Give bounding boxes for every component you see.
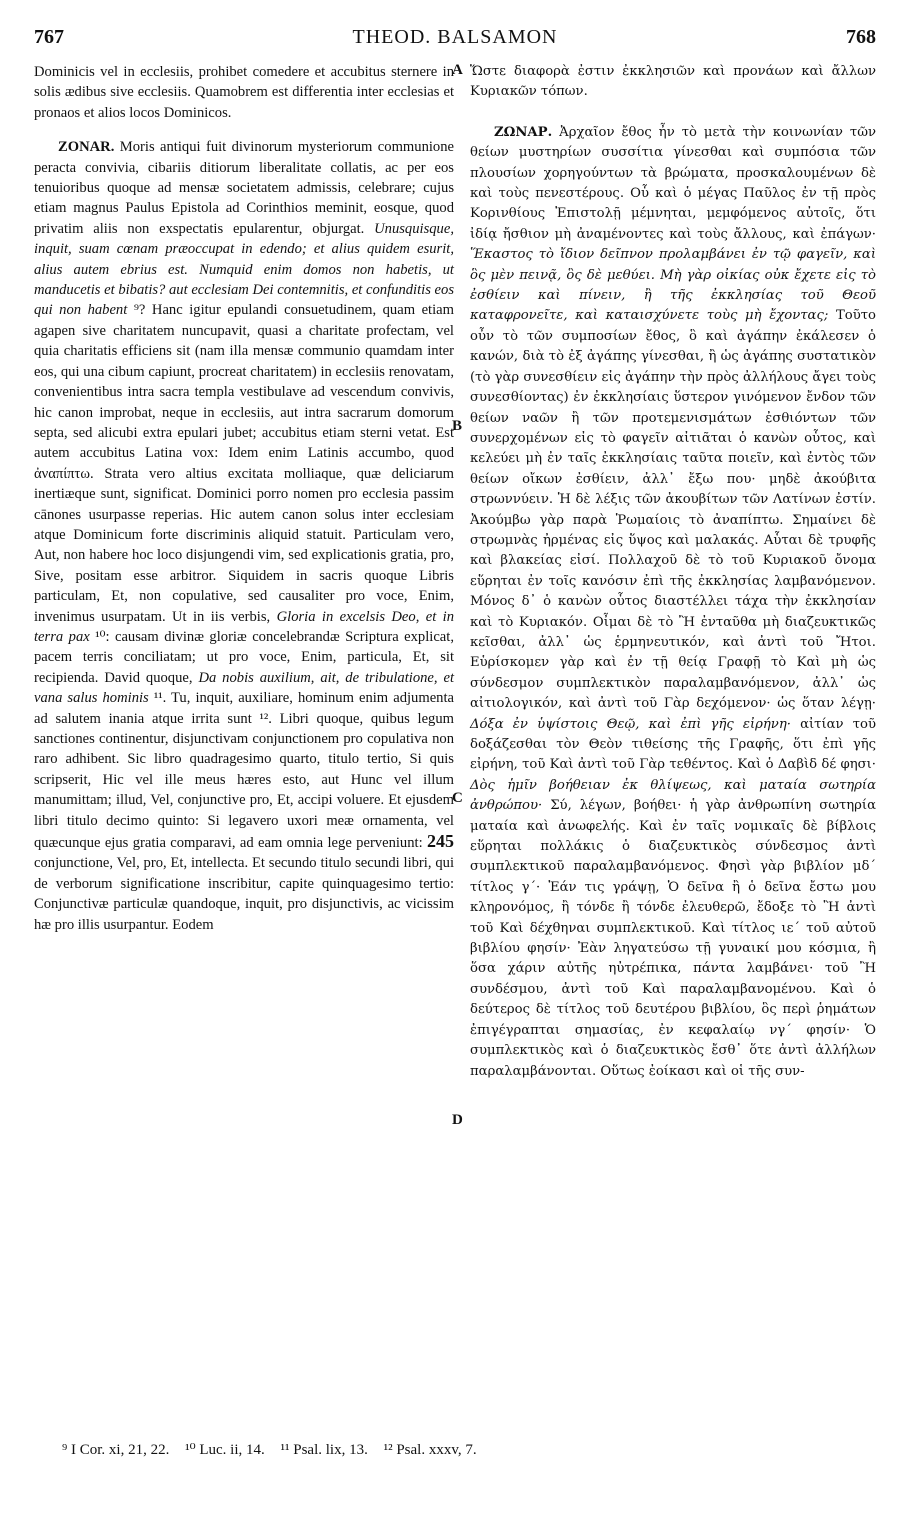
greek-zonaras-commentary <box>470 123 876 1082</box>
footnote-9: ⁹ I Cor. xi, 21, 22. <box>62 1442 170 1458</box>
greek-intro: Ὥστε διαφορὰ ἐστιν ἐκκλησιῶν καὶ προνάων καὶ ἄλλων Κυριακῶν τόπων. <box>470 64 876 100</box>
greek-column <box>470 62 876 1082</box>
page-number-right: 768 <box>846 26 876 48</box>
latin-intro: Dominicis vel in ecclesiis, prohibet comedere et accubitus sternere in solis ædibus sive ecclesiis. Quamobrem est differentia inter ecclesias et pronaos et alios locos Dominicos. <box>34 64 454 121</box>
greek-quote-luke: Δόξα ἐν ὑψίστοις Θεῷ, καὶ ἐπὶ γῆς εἰρήνη· <box>470 716 791 732</box>
running-title: THEOD. BALSAMON <box>352 26 558 48</box>
latin-text-5: . Libri quoque, quibus legum sanctiones continentur, disjunctivam conjunctionem pro copulativa non raro adhibent. Sic libro quadragesimo quarto, titulo tertio, Si quis scripserit, Hic vel ille meus hæres esto, aut Hunc vel illum manumittam; illud, Vel, conjunctive pro, Et, accipi voluere. Et ejusdem libri titulo decimo quinto: Si legavero uxori meæ ornamenta, vel quæcunque ejus gratia comparavi, ad eam omnia lege perveniunt: <box>34 710 454 852</box>
section-marker-c: C <box>452 790 463 806</box>
latin-text-4: . Tu, inquit, auxiliare, hominum enim adjumenta ad salutem inania atque irrita sunt <box>34 690 455 727</box>
latin-quote-psalm: Da nobis auxilium, ait, de tribulatione, et vana salus hominis <box>34 669 454 707</box>
page-number-left: 767 <box>34 26 64 48</box>
greek-text-2: Τοῦτο οὖν τὸ τῶν συμποσίων ἔθος, ὃ καὶ ἀγάπην ἐκάλεσεν ὁ κανών, διὰ τὸ ἐξ ἀγάπης γίνεσθαι, ἢ ὡς ἀγάπης συστατικὸν (τὸ γὰρ συνεσθίειν εἰς ἀγάπην τὴν πρὸς ἀλλήλους ἄγει τοὺς συνεσθίοντας) ἐν ἐκκλησίαις ὕστερον γινόμενον ἔνδον τῶν θείων ναῶν ἢ τῶν προτεμενισμάτων ἐσθιόντων τῶν συνερχομένων εἰς τὸ φαγεῖν αἰτιᾶται ὁ κανὼν οὗτος, καὶ κελεύει μὴ ἐν ταῖς ἐκκλησίαις ταῦτα ποιεῖν, καὶ ἐντὸς τῶν θείων οἴκων ἐσθίειν, ἀλλ᾽ ἔξω που· μηδὲ ἀκούβιτα στρωννύειν. Ἡ δὲ λέξις τῶν ἀκουβίτων τῶν Λατίνων ἐστίν. Ἀκούμβω γὰρ παρὰ Ῥωμαίοις τὸ ἀναπίπτω. Σημαίνει δὲ στρωμνὰς ἠρμένας εἰς ὕψος καὶ μαλακάς. Αὗται δὲ τρυφῆς καὶ βλακείας εἰσί. Πολλαχοῦ δὲ τὸ τοῦ Κυριακοῦ ὄνομα εὕρηται ἐν τοῖς κανόσιν ἐπὶ τῆς ἐκκλησίας λαμβανόμενον. Μόνος δ᾽ ὁ κανὼν οὗτος διαστέλλει τάχα τὴν ἐκκλησίαν καὶ τὸ Κυριακόν. Οἶμαι δὲ τὸ Ἢ ἐνταῦθα μὴ διαζευκτικῶς κεῖσθαι, ἀλλ᾽ ὡς ἑρμηνευτικόν, καὶ ἀντὶ τοῦ Ἤτοι. Εὑρίσκομεν γὰρ καὶ ἐν τῇ θείᾳ Γραφῇ τὸ Καὶ μὴ ὡς σύνδεσμον συμπλεκτικὸν παραλαμβανόμενον, ἀλλ᾽ ὡς αἰτιολογικόν, καὶ ἀντὶ τοῦ Γὰρ δεχόμενον· ὡς ὅταν λέγῃ· <box>470 308 876 712</box>
section-marker-a: A <box>452 62 463 78</box>
latin-column <box>34 62 454 935</box>
greek-quote-corinthians: Ἕκαστος τὸ ἴδιον δεῖπνον προλαμβάνει ἐν τῷ φαγεῖν, καὶ ὃς μὲν πεινᾷ, ὃς δὲ μεθύει. Μὴ γὰρ οἰκίας οὐκ ἔχετε εἰς τὸ ἐσθίειν καὶ πίνειν, ἢ τῆς ἐκκλησίας τοῦ Θεοῦ καταφρονεῖτε, καὶ καταισχύνετε τοὺς μὴ ἔχοντας; <box>470 247 876 324</box>
footnote-11: ¹¹ Psal. lix, 13. <box>280 1442 368 1458</box>
footnote-ref-10: ¹⁰ <box>95 628 106 645</box>
greek-text-3: αἰτίαν τοῦ δοξάζεσθαι τὸν Θεὸν τιθείσης τῆς Γραφῆς, ὅτι ἐπὶ γῆς εἰρήνη, τοῦ Καὶ ἀντὶ τοῦ Γὰρ τεθέντος. Καὶ ὁ Δαβὶδ δέ φησι· <box>470 716 876 773</box>
footnote-12: ¹² Psal. xxxv, 7. <box>383 1442 477 1458</box>
greek-quote-psalm: Δὸς ἡμῖν βοήθειαν ἐκ θλίψεως, καὶ ματαία σωτηρία ἀνθρώπου· <box>470 777 876 814</box>
latin-text-1: Moris antiqui fuit divinorum mysteriorum communione peracta convivia, cibariis ditiorum liberalitate collatis, ac per eos tenuioribus quoque ad mensæ societatem admissis, celebrare; cujus etiam magnus Paulus Epistola ad Corinthios meminit, eosque, quod privatim aliis non exspectatis epularentur, objurgat. <box>34 139 454 237</box>
latin-text-3: : causam divinæ gloriæ concelebrandæ Scriptura explicat, pacem terris conciliatam; ut pro voce, Enim, particula, Et, sit recipienda. David quoque, <box>34 628 454 686</box>
footnote-ref-11: ¹¹ <box>153 690 163 707</box>
latin-zonaras-commentary <box>34 137 454 935</box>
page-header <box>34 26 876 54</box>
zonaras-label-latin: ZONAR. <box>58 139 115 156</box>
greek-text-1: Ἀρχαῖον ἔθος ἦν τὸ μετὰ τὴν κοινωνίαν τῶν θείων μυστηρίων συσσίτια γίνεσθαι καὶ συμπόσια τῶν πλουσίων χορηγούντων τὰ βρώματα, προσκαλουμένων δὲ καὶ τοὺς πενεστέρους. Οὗ καὶ ὁ μέγας Παῦλος ἐν τῇ πρὸς Κορινθίους Ἐπιστολῇ μέμνηται, μεμφόμενος αὐτοῖς, ὅτι ἰδίᾳ ἤσθιον μὴ ἀναμένοντες καὶ τοὺς ἄλλους, καὶ ἐπάγων· <box>470 124 876 242</box>
footnote-ref-12: ¹² <box>259 710 269 727</box>
footnote-ref-9: ⁹? <box>133 302 146 319</box>
greek-text-4: Σύ, λέγων, βοήθει· ἡ γὰρ ἀνθρωπίνη σωτηρία ματαία καὶ ἀνωφελής. Καὶ ἐν ταῖς νομικαῖς δὲ βίβλοις εὕρηται πολλάκις ὁ διαζευκτικὸς σύνδεσμος ἀντὶ συμπλεκτικοῦ παραλαμβανόμενος. Φησὶ γὰρ βιβλίον μδ΄ τίτλος γ΄· Ἐάν τις γράψῃ, Ὁ δεῖνα ἢ ὁ δεῖνα ἔστω μου κληρονόμος, ἢ τόνδε ἢ τόνδε ἐλευθερῶ, ἔδοξε τὸ Ἢ ἀντὶ τοῦ Καὶ δέχθηναι συμπλεκτικοῦ. Καὶ τίτλος ιε΄ τοῦ αὐτοῦ βιβλίου φησίν· Ἐὰν ληγατεύσω τῇ γυναικί μου κόσμια, ἢ ὅσα χάριν αὐτῆς ηὐτρέπικα, πάντα λαμβάνει· τοῦ Ἢ συνδέσμου, ἀντὶ τοῦ Καὶ παραλαμβανομένου. Καὶ ὁ δεύτερος δὲ τίτλος τοῦ δευτέρου βιβλίου, ὃς περὶ ῥημάτων ἐπιγέγραπται σημασίας, ἐν κεφαλαίῳ νγ΄ φησίν· Ὁ συμπλεκτικὸς καὶ ὁ διαζευκτικὸς ἔσθ᾽ ὅτε ἀντὶ ἀλλήλων παραλαμβάνονται. Οὕτως ἐοίκασι καὶ οἱ τῆς συν- <box>470 798 876 1079</box>
latin-text-6: conjunctione, Vel, pro, Et, intellecta. Et secundo titulo secundi libri, qui de verborum significatione inscribitur, capite quinquagesimo tertio: Conjunctivæ particulæ quandoque, inquit, pro disjunctivis, ac vicissim hæ pro illis usurpantur. Eodem <box>34 855 454 933</box>
section-marker-d: D <box>452 1112 463 1128</box>
footnotes <box>62 1440 882 1459</box>
footnote-10: ¹⁰ Luc. ii, 14. <box>185 1442 265 1458</box>
latin-text-2: Hanc igitur epulandi consuetudinem, quam etiam agapen sive charitatem nuncupavit, quasi a charitate profectam, vel quia charitatis efficiens sit (nam illa mensæ communio quamdam inter eos, qui una cibum capiunt, procreat charitatem) in ecclesiis renovatam, convenientibus intra sacra templa vestibulave ad vescendum convivis, hic canon improbat, neque in ecclesiis, aut intra sacrarum domorum septa, sed alicubi extra epulari jubet; accubitus etiam sterni vetat. Est autem accubitus Latina vox: Idem enim Latinis accumbo, quod ἀναπίπτω. Strata vero altius excitata molliaque, quæ deliciarum inertiæque sunt, significat. Dominici porro nomen pro ecclesia passim cānones usurpasse reperias. Hic autem canon solus inter ecclesiam atque Dominicum forte discriminis aliquid statuit. Particulam vero, Aut, non habere hoc loco disjungendi vim, sed explicationis gratia, pro, Sive, positam esse arbitror. Siquidem in sacris quoque Libris particulam, Et, non copulative, sed causaliter pro voce, Enim, invenimus usurpatam. Ut in iis verbis, <box>34 302 454 625</box>
section-marker-b: B <box>452 418 463 434</box>
latin-quote-corinthians: Unusquisque, inquit, suam cœnam præoccupat in edendo; et alius quidem esurit, alius autem ebrius est. Numquid enim domos non habetis, ut manducetis et bibatis? aut ecclesiam Dei contemnitis, et confunditis eos qui non habent <box>34 220 454 319</box>
column-number: 245 <box>427 831 454 852</box>
latin-quote-luke: Gloria in excelsis Deo, et in terra pax <box>34 608 454 645</box>
zonaras-label-greek: ΖΩΝΑΡ. <box>494 124 553 140</box>
